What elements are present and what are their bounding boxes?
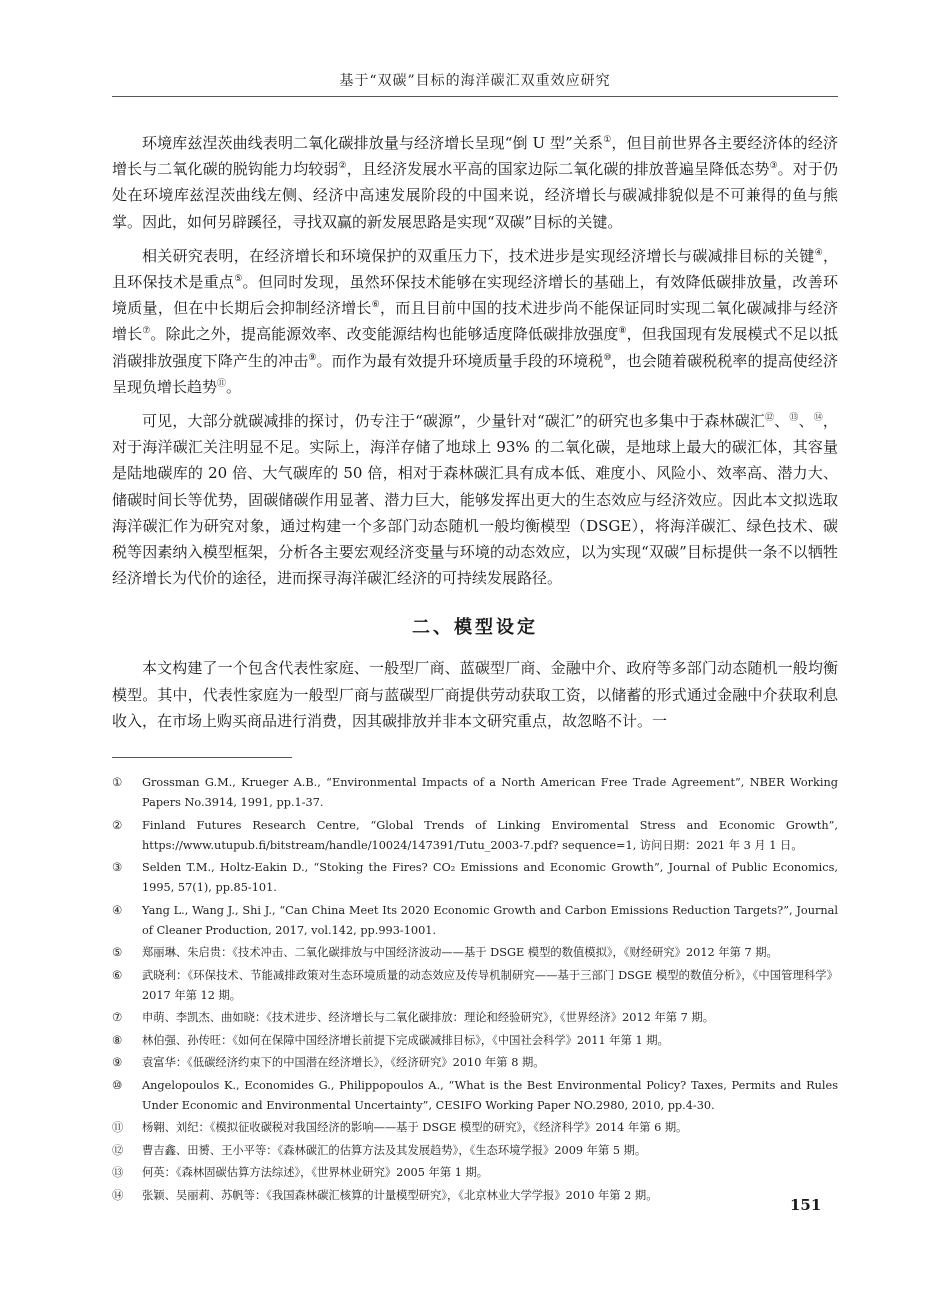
text-run: ，而且目前中国的技术进步尚不能保证同时实现二氧化碳减排与经济增长 — [112, 299, 838, 344]
footnote-text: Grossman G.M., Krueger A.B., “Environmental Impacts of a North American Free Trade Agreement”, NBER Working Papers No.3914, 1991, pp.1-37. — [142, 776, 838, 809]
footnote-3 — [112, 858, 838, 898]
text-run: 、 — [774, 412, 790, 431]
text-run: ，但我国现有发展模式不足以抵消碳排放强度下降产生的冲击 — [112, 325, 838, 370]
footnote-mark: ⑭ — [112, 1188, 124, 1202]
footnote-mark: ⑬ — [112, 1166, 124, 1179]
text-run: 、 — [798, 412, 814, 431]
footnote-text: 武晓利：《环保技术、节能减排政策对生态环境质量的动态效应及传导机制研究——基于三部门 DSGE 模型的数值分析》，《中国管理科学》2017 年第 12 期。 — [142, 968, 838, 1002]
text-run: 可见，大部分就碳减排的探讨，仍专注于“碳源”，少量针对“碳汇”的研究也多集中于森林碳汇 — [142, 412, 766, 431]
article-body — [112, 130, 838, 742]
footnote-ref[interactable]: ⑨ — [308, 352, 317, 363]
footnote-mark: ⑥ — [112, 968, 123, 982]
footnote-ref[interactable]: ③ — [769, 161, 778, 172]
footnote-mark: ② — [112, 818, 123, 832]
footnote-ref[interactable]: ④ — [814, 247, 823, 258]
footnote-mark: ⑩ — [112, 1078, 123, 1092]
footnote-mark: ① — [112, 776, 123, 789]
text-run: 。对于仍处在环境库兹涅茨曲线左侧、经济中高速发展阶段的中国来说，经济增长与碳减排貌似是不可兼得的鱼与熊掌。因此，如何另辟蹊径，寻找双赢的新发展思路是实现“双碳”目标的关键。 — [112, 160, 838, 231]
footnote-ref[interactable]: ⑭ — [813, 413, 823, 424]
footnote-12 — [112, 1141, 838, 1161]
footnote-mark: ⑫ — [112, 1143, 124, 1157]
footnote-ref[interactable]: ⑬ — [789, 413, 799, 424]
footnote-text: 申萌、李凯杰、曲如晓：《技术进步、经济增长与二氧化碳排放：理论和经验研究》，《世界经济》2012 年第 7 期。 — [142, 1011, 715, 1024]
footnote-text: 林伯强、孙传旺：《如何在保障中国经济增长前提下完成碳减排目标》，《中国社会科学》2011 年第 1 期。 — [142, 1033, 669, 1047]
footnote-13 — [112, 1163, 838, 1183]
footnote-1 — [112, 773, 838, 813]
footnote-ref[interactable]: ⑤ — [234, 274, 243, 285]
paragraph-1 — [112, 130, 838, 235]
text-run: ，但目前世界各主要经济体的经济增长与二氧化碳的脱钩能力均较弱 — [112, 134, 838, 179]
footnote-text: Yang L., Wang J., Shi J., “Can China Meet Its 2020 Economic Growth and Carbon Emissions Reduction Targets?”, Journal of Cleaner Production, 2017, vol.142, pp.993-1001. — [142, 903, 838, 937]
footnote-6 — [112, 966, 838, 1006]
text-run: 环境库兹涅茨曲线表明二氧化碳排放量与经济增长呈现“倒 U 型”关系 — [142, 134, 604, 152]
text-run: ，且经济发展水平高的国家边际二氧化碳的排放普遍呈降低态势 — [346, 160, 770, 179]
footnote-text: 张颖、吴丽莉、苏帆等：《我国森林碳汇核算的计量模型研究》，《北京林业大学学报》2010 年第 2 期。 — [142, 1188, 658, 1202]
footnote-9 — [112, 1053, 838, 1073]
footnote-mark: ⑦ — [112, 1011, 123, 1024]
text-run: 。而作为最有效提升环境质量手段的环境税 — [316, 351, 604, 370]
text-run: ，且环保技术是重点 — [112, 246, 838, 292]
footnote-mark: ⑨ — [112, 1056, 123, 1069]
footnote-text: 郑丽琳、朱启贵：《技术冲击、二氧化碳排放与中国经济波动——基于 DSGE 模型的数值模拟》，《财经研究》2012 年第 7 期。 — [142, 946, 778, 959]
footnote-ref[interactable]: ⑦ — [142, 326, 151, 337]
footnote-mark: ④ — [112, 903, 123, 917]
paragraph-3 — [112, 408, 838, 591]
text-run: 。除此之外，提高能源效率、改变能源结构也能够适度降低碳排放强度 — [150, 325, 619, 344]
footnote-text: 袁富华：《低碳经济约束下的中国潜在经济增长》，《经济研究》2010 年第 8 期。 — [142, 1056, 545, 1069]
footnote-separator — [112, 757, 292, 758]
footnote-text: 杨翱、刘纪：《模拟征收碳税对我国经济的影响——基于 DSGE 模型的研究》，《经济科学》2014 年第 6 期。 — [142, 1121, 688, 1134]
footnote-2 — [112, 816, 838, 856]
section-paragraph: 本文构建了一个包含代表性家庭、一般型厂商、蓝碳型厂商、金融中介、政府等多部门动态随机一般均衡模型。其中，代表性家庭为一般型厂商与蓝碳型厂商提供劳动获取工资，以储蓄的形式通过金融中介获取利息收入，在市场上购买商品进行消费，因其碳排放并非本文研究重点，故忽略不计。一 — [112, 659, 838, 730]
section-title: 二、模型设定 — [412, 617, 538, 639]
footnote-8 — [112, 1031, 838, 1051]
footnote-text: Angelopoulos K., Economides G., Philippopoulos A., “What is the Best Environmental Policy? Taxes, Permits and Rules Under Economic and Environmental Uncertainty”, CESIFO Working Paper NO.2980, 2010, pp.4-30. — [142, 1078, 838, 1112]
footnote-text: Selden T.M., Holtz-Eakin D., “Stoking the Fires? CO₂ Emissions and Economic Growth”, Journal of Public Economics, 1995, 57(1), pp.85-101. — [142, 861, 838, 894]
footnote-mark: ⑪ — [112, 1121, 124, 1134]
text-run: 。但同时发现，虽然环保技术能够在实现经济增长的基础上，有效降低碳排放量，改善环境质量，但在中长期后会抑制经济增长 — [112, 273, 838, 318]
page-number: 151 — [790, 1196, 822, 1214]
text-run: ，也会随着碳税税率的提高使经济呈现负增长趋势 — [112, 351, 838, 396]
footnote-ref[interactable]: ⑩ — [603, 352, 612, 363]
footnote-mark: ③ — [112, 861, 123, 874]
footnote-text: Finland Futures Research Centre, “Global Trends of Linking Enviromental Stress and Economic Growth”, https://www.utupub.fi/bitstream/handle/10024/147391/Tutu_2003-7.pdf? sequence=1, 访问日期：2021 年 3 月 1 日。 — [142, 818, 838, 852]
paragraph-2 — [112, 243, 838, 400]
footnote-text: 何英：《森林固碳估算方法综述》，《世界林业研究》2005 年第 1 期。 — [142, 1166, 489, 1179]
text-run: 相关研究表明，在经济增长和环境保护的双重压力下，技术进步是实现经济增长与碳减排目标的关键 — [142, 246, 815, 265]
footnote-10 — [112, 1076, 838, 1116]
footnote-mark: ⑤ — [112, 946, 123, 959]
footnote-4 — [112, 901, 838, 941]
footnotes — [112, 773, 838, 1208]
footnote-mark: ⑧ — [112, 1033, 123, 1047]
footnote-ref[interactable]: ⑥ — [371, 300, 381, 311]
text-run: ，对于海洋碳汇关注明显不足。实际上，海洋存储了地球上 93% 的二氧化碳，是地球上最大的碳汇体，其容量是陆地碳库的 20 倍、大气碳库的 50 倍，相对于森林碳汇具有成本低、难度小、风险小、效率高、潜力大、储碳时间长等优势，固碳储碳作用显著、潜力巨大，能够发挥出更大的生态效应与经济效应。因此本文拟选取海洋碳汇作为研究对象，通过构建一个多部门动态随机一般均衡模型（DSGE），将海洋碳汇、绿色技术、碳税等因素纳入模型框架，分析各主要宏观经济变量与环境的动态效应，以为实现“双碳”目标提供一条不以牺牲经济增长为代价的途径，进而探寻海洋碳汇经济的可持续发展路径。 — [112, 412, 838, 588]
footnote-11 — [112, 1118, 838, 1138]
footnote-14 — [112, 1186, 838, 1206]
footnote-ref[interactable]: ⑧ — [618, 326, 627, 337]
footnote-5 — [112, 943, 838, 963]
footnote-ref[interactable]: ① — [603, 135, 612, 145]
footnote-ref[interactable]: ⑫ — [765, 413, 775, 424]
footnote-7 — [112, 1008, 838, 1028]
running-head: 基于“双碳”目标的海洋碳汇双重效应研究 — [339, 73, 611, 89]
text-run: 。 — [226, 377, 242, 396]
footnote-ref[interactable]: ② — [338, 161, 347, 172]
footnote-ref[interactable]: ⑪ — [217, 378, 227, 389]
header-rule — [112, 96, 838, 97]
footnote-text: 曹吉鑫、田赟、王小平等：《森林碳汇的估算方法及其发展趋势》，《生态环境学报》2009 年第 5 期。 — [142, 1143, 647, 1157]
